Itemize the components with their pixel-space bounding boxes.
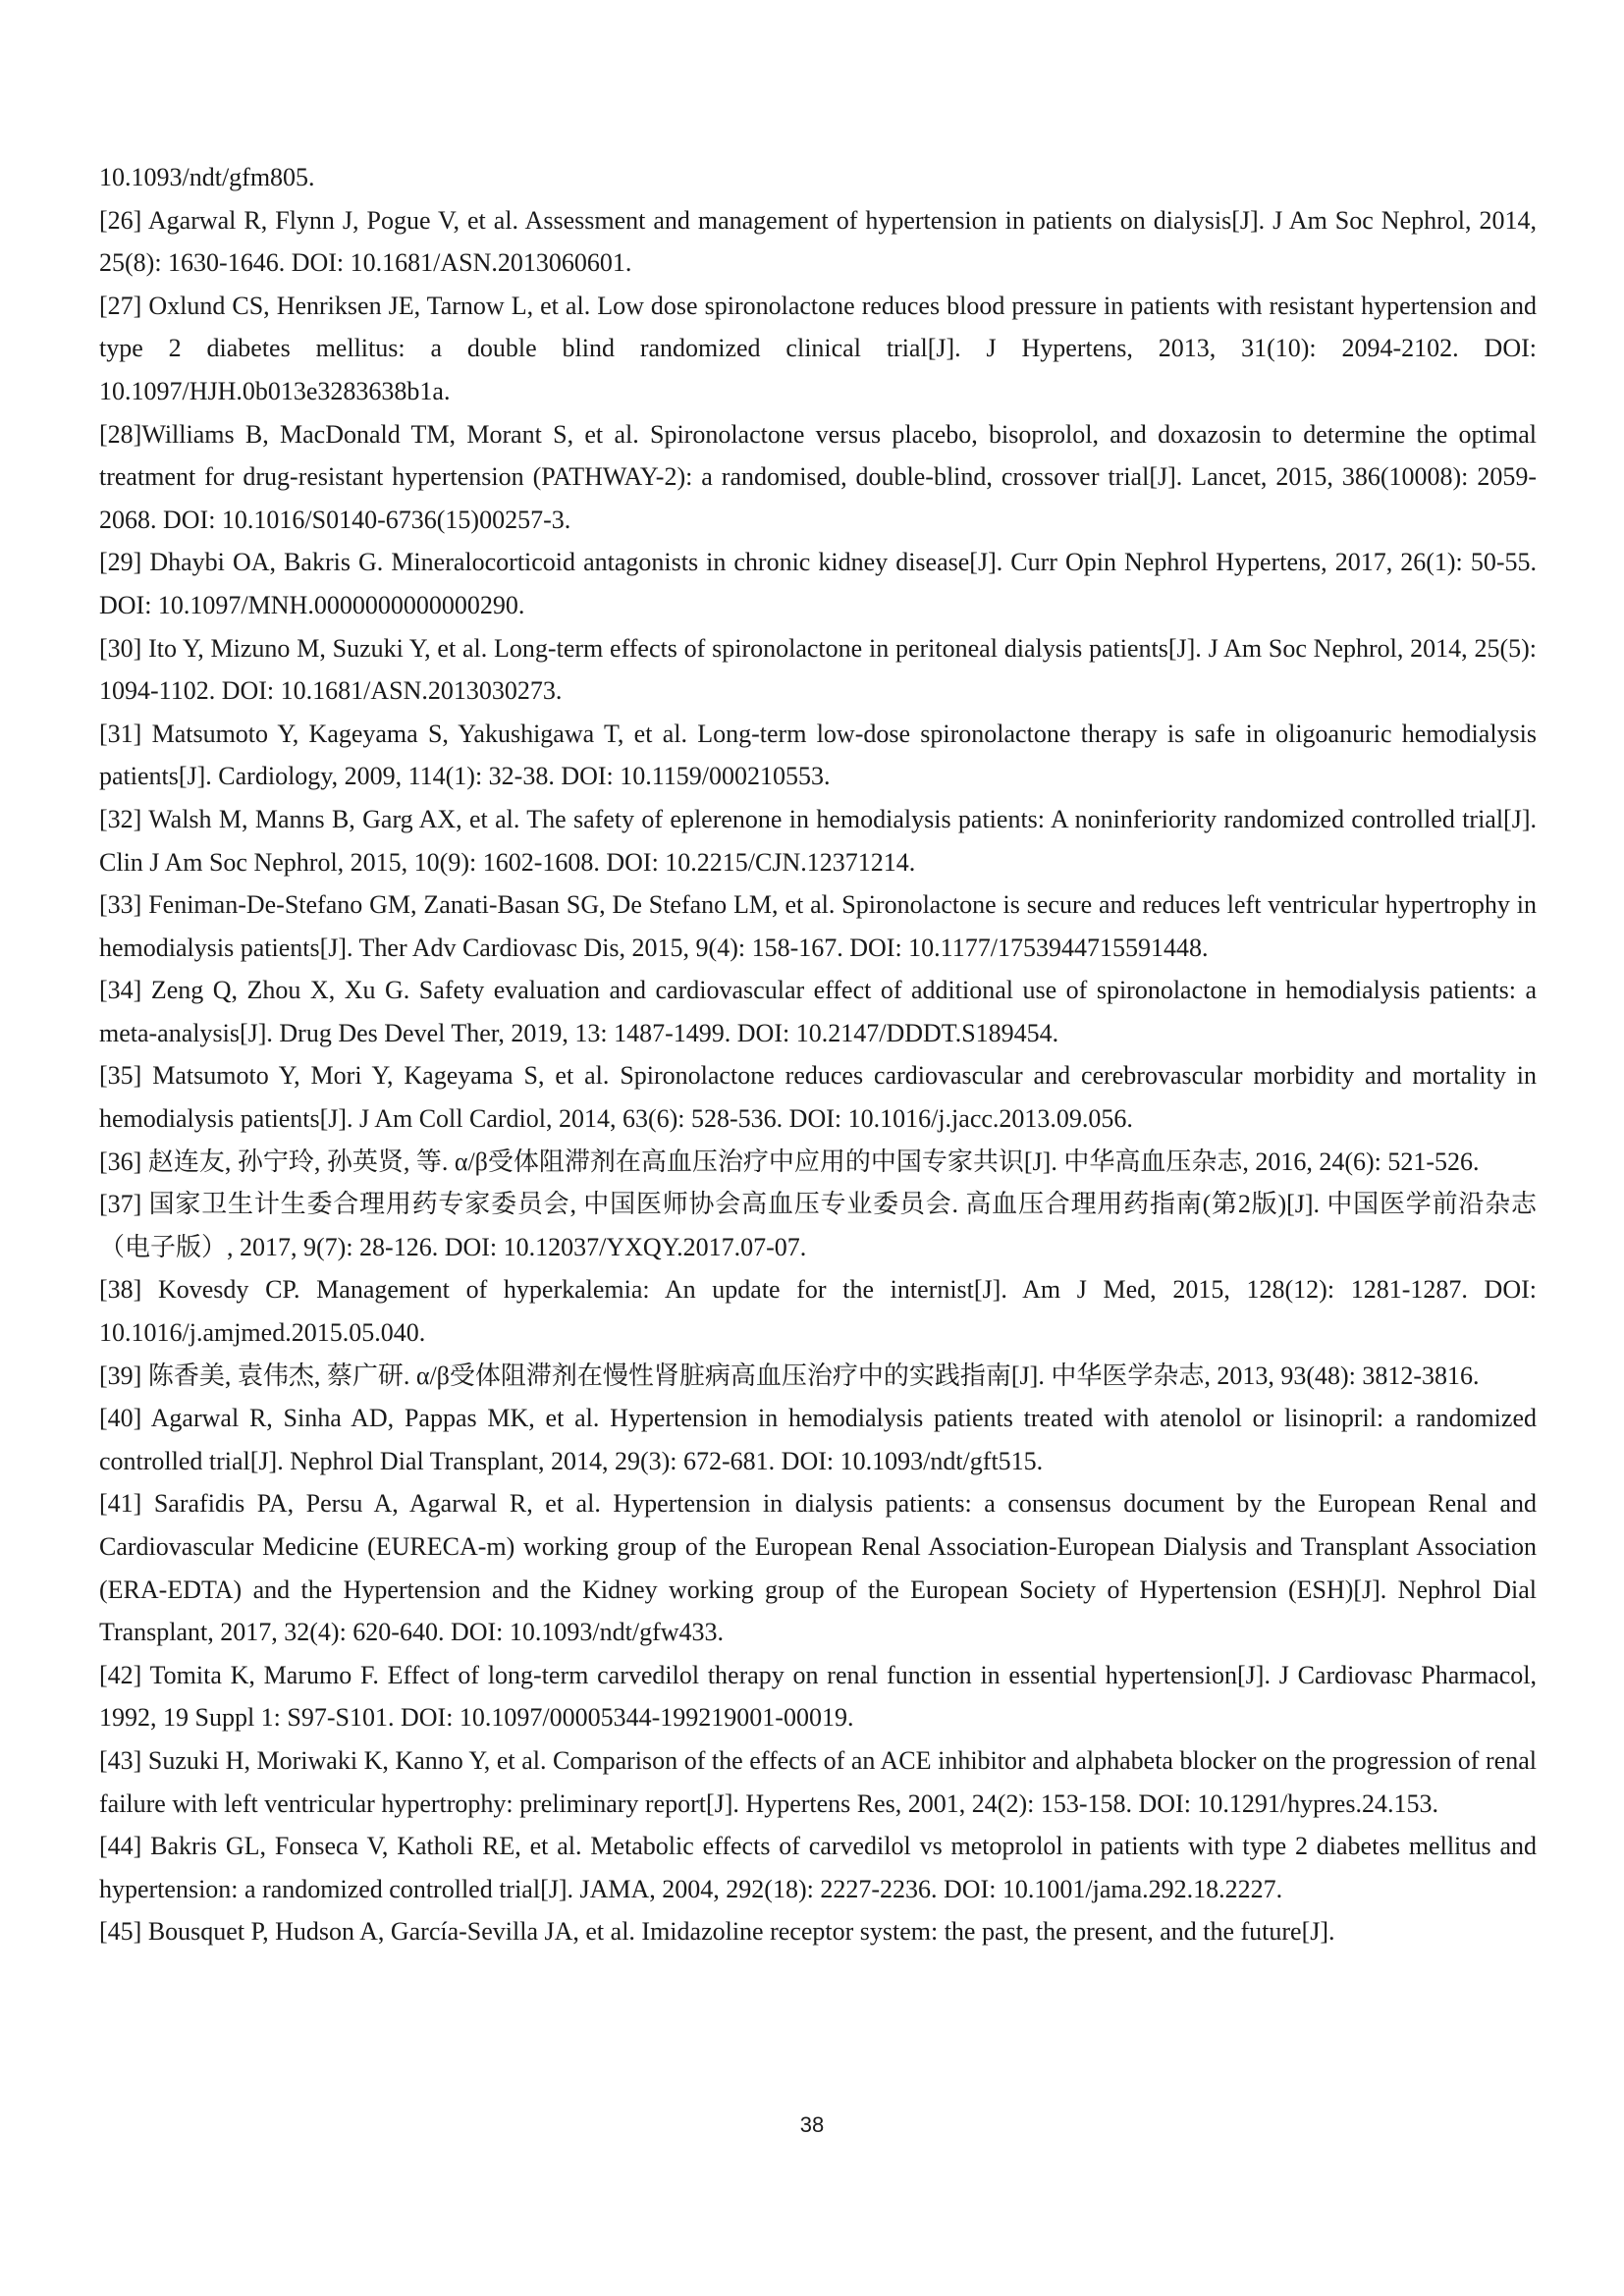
reference-35: [35] Matsumoto Y, Mori Y, Kageyama S, et al. Spironolactone reduces cardiovascular and cerebrovascular morbidity and mortality in hemodialysis patients[J]. J Am Coll Cardiol, 2014, 63(6): 528-536. DOI: 10.1016/j.jacc.2013.09.056. — [99, 1061, 1537, 1134]
reference-30: [30] Ito Y, Mizuno M, Suzuki Y, et al. Long-term effects of spironolactone in peritoneal dialysis patients[J]. J Am Soc Nephrol, 2014, 25(5): 1094-1102. DOI: 10.1681/ASN.2013030273. — [99, 633, 1537, 706]
reference-40: [40] Agarwal R, Sinha AD, Pappas MK, et al. Hypertension in hemodialysis patients treated with atenolol or lisinopril: a randomized controlled trial[J]. Nephrol Dial Transplant, 2014, 29(3): 672-681. DOI: 10.1093/ndt/gft515. — [99, 1404, 1537, 1475]
reference-45: [45] Bousquet P, Hudson A, García-Sevilla JA, et al. Imidazoline receptor system: the past, the present, and the future[J]. — [99, 1917, 1335, 1947]
reference-26: [26] Agarwal R, Flynn J, Pogue V, et al. Assessment and management of hypertension in patients on dialysis[J]. J Am Soc Nephrol, 2014, 25(8): 1630-1646. DOI: 10.1681/ASN.2013060601. — [99, 205, 1537, 278]
reference-36: [36] 赵连友, 孙宁玲, 孙英贤, 等. α/β受体阻滞剂在高血压治疗中应用的中国专家共识[J]. 中华高血压杂志, 2016, 24(6): 521-526. — [99, 1147, 1480, 1176]
reference-29: [29] Dhaybi OA, Bakris G. Mineralocorticoid antagonists in chronic kidney disease[J]. Curr Opin Nephrol Hypertens, 2017, 26(1): 50-55. DOI: 10.1097/MNH.0000000000000290. — [99, 548, 1537, 619]
reference-38: [38] Kovesdy CP. Management of hyperkalemia: An update for the internist[J]. Am J Med, 2015, 128(12): 1281-1287. DOI: 10.1016/j.amjmed.2015.05.040. — [99, 1275, 1537, 1348]
reference-34: [34] Zeng Q, Zhou X, Xu G. Safety evaluation and cardiovascular effect of additional use of spironolactone in hemodialysis patients: a meta-analysis[J]. Drug Des Devel Ther, 2019, 13: 1487-1499. DOI: 10.2147/DDDT.S189454. — [99, 976, 1537, 1047]
reference-44: [44] Bakris GL, Fonseca V, Katholi RE, et al. Metabolic effects of carvedilol vs metoprolol in patients with type 2 diabetes mellitus and hypertension: a randomized controlled trial[J]. JAMA, 2004, 292(18): 2227-2236. DOI: 10.1001/jama.292.18.2227. — [99, 1832, 1537, 1903]
reference-32: [32] Walsh M, Manns B, Garg AX, et al. The safety of eplerenone in hemodialysis patients: A noninferiority randomized controlled trial[J]. Clin J Am Soc Nephrol, 2015, 10(9): 1602-1608. DOI: 10.2215/CJN.12371214. — [99, 804, 1537, 877]
reference-42: [42] Tomita K, Marumo F. Effect of long-term carvedilol therapy on renal function in essential hypertension[J]. J Cardiovasc Pharmacol, 1992, 19 Suppl 1: S97-S101. DOI: 10.1097/00005344-199219001-00019. — [99, 1660, 1537, 1733]
reference-list — [99, 156, 1537, 1953]
reference-31: [31] Matsumoto Y, Kageyama S, Yakushigawa T, et al. Long-term low-dose spironolactone therapy is safe in oligoanuric hemodialysis patients[J]. Cardiology, 2009, 114(1): 32-38. DOI: 10.1159/000210553. — [99, 719, 1537, 791]
reference-43: [43] Suzuki H, Moriwaki K, Kanno Y, et al. Comparison of the effects of an ACE inhibitor and alphabeta blocker on the progression of renal failure with left ventricular hypertrophy: preliminary report[J]. Hypertens Res, 2001, 24(2): 153-158. DOI: 10.1291/hypres.24.153. — [99, 1745, 1537, 1818]
reference-27: [27] Oxlund CS, Henriksen JE, Tarnow L, et al. Low dose spironolactone reduces blood pressure in patients with resistant hypertension and type 2 diabetes mellitus: a double blind randomized clinical trial[J]. J Hypertens, 2013, 31(10): 2094-2102. DOI: 10.1097/HJH.0b013e3283638b1a. — [99, 291, 1537, 405]
reference-37: [37] 国家卫生计生委合理用药专家委员会, 中国医师协会高血压专业委员会. 高血压合理用药指南(第2版)[J]. 中国医学前沿杂志（电子版）, 2017, 9(7): 28-126. DOI: 10.12037/YXQY.2017.07-07. — [99, 1190, 1537, 1261]
reference-25-continuation: 10.1093/ndt/gfm805. — [99, 163, 315, 191]
page-number: 38 — [799, 2112, 825, 2137]
reference-33: [33] Feniman-De-Stefano GM, Zanati-Basan SG, De Stefano LM, et al. Spironolactone is secure and reduces left ventricular hypertrophy in hemodialysis patients[J]. Ther Adv Cardiovasc Dis, 2015, 9(4): 158-167. DOI: 10.1177/1753944715591448. — [99, 890, 1537, 962]
reference-28: [28]Williams B, MacDonald TM, Morant S, et al. Spironolactone versus placebo, bisoprolol, and doxazosin to determine the optimal treatment for drug-resistant hypertension (PATHWAY-2): a randomised, double-blind, crossover trial[J]. Lancet, 2015, 386(10008): 2059-2068. DOI: 10.1016/S0140-6736(15)00257-3. — [99, 419, 1537, 534]
reference-39: [39] 陈香美, 袁伟杰, 蔡广研. α/β受体阻滞剂在慢性肾脏病高血压治疗中的实践指南[J]. 中华医学杂志, 2013, 93(48): 3812-3816. — [99, 1361, 1480, 1390]
reference-41: [41] Sarafidis PA, Persu A, Agarwal R, et al. Hypertension in dialysis patients: a consensus document by the European Renal and Cardiovascular Medicine (EURECA-m) working group of the European Renal Association-European Dialysis and Transplant Association (ERA-EDTA) and the Hypertension and the Kidney working group of the European Society of Hypertension (ESH)[J]. Nephrol Dial Transplant, 2017, 32(4): 620-640. DOI: 10.1093/ndt/gfw433. — [99, 1489, 1537, 1647]
